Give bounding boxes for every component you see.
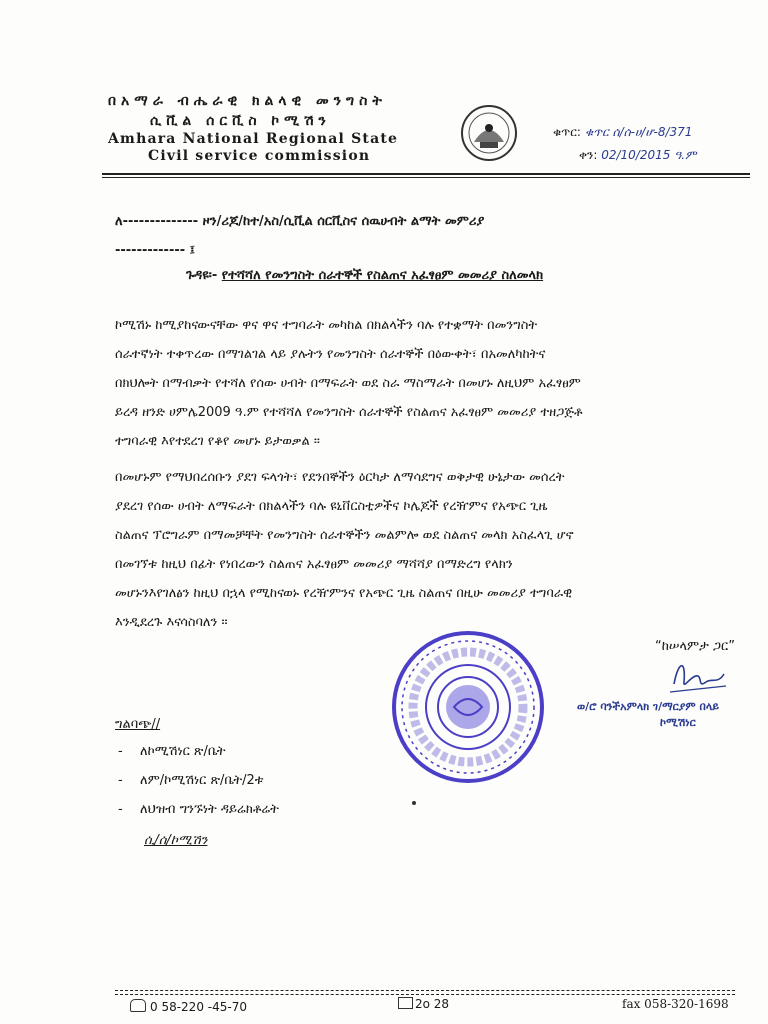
date-value: 02/10/2015 ዓ.ም xyxy=(601,148,697,162)
signer-name: ወ/ሮ ባንችአምላክ ገ/ማርያም በላይ xyxy=(577,700,719,713)
paragraph-1-line: ኮሚሽኑ ከሚያከናውናቸው ዋና ዋና ተግባራት መካከል በክልላችን ባሉ የተቋማት በመንግስት xyxy=(115,318,538,333)
handwritten-signature xyxy=(668,654,728,698)
paragraph-1-line: ይረዳ ዘንድ ሀምሌ2009 ዓ.ም የተሻሻለ የመንግስት ሰራተኞች የስልጠና አፈፃፀም መመሪያ ተዘጋጅቶ xyxy=(115,405,583,420)
paragraph-2-line: መሆኑንእየገለፅን ከዚህ በኋላ የሚከናወኑ የረዥምንና የአጭር ጊዜ ስልጠና በዚሁ መመሪያ ተግባራዊ xyxy=(115,586,573,601)
subject-text: የተሻሻለ የመንግስት ሰራተኞች የስልጠና አፈፃፀም መመሪያ ስለመላክ xyxy=(221,268,544,283)
date-label: ቀን: xyxy=(579,148,598,162)
paragraph-1-line: ሰራተኛነት ተቀጥረው በማገልገል ላይ ያሉትን የመንግስት ሰራተኞች በዕውቀት፣ በአመለካከትና xyxy=(115,347,546,362)
paragraph-2-line: በመገኘቱ ከዚህ በፊት የነበረውን ስልጠና አፈፃፀም መመሪያ ማሻሻያ በማድረግ የላክን xyxy=(115,557,513,572)
subject-label: ጉዳዩ፡- xyxy=(186,268,218,283)
closing-greeting: “ከሠላምታ ጋር” xyxy=(655,639,735,654)
letterhead-english-line1: Amhara National Regional State xyxy=(108,131,399,147)
paragraph-2-line: ስልጠና ፕሮግራም በማመቻቸት የመንግስት ሰራተኞችን መልምሎ ወደ ስልጠና መላክ አስፈላጊ ሆኖ xyxy=(115,528,574,543)
paragraph-2 xyxy=(115,463,735,637)
reference-label: ቁጥር: xyxy=(553,125,581,139)
reference-number xyxy=(553,125,692,140)
footer-divider xyxy=(115,990,735,995)
paragraph-2-line: ያደረገ የሰው ሀብት ለማፍራት በክልላችን ባሉ ዩኒቨርስቲዎችና ኮሌጆች የረዥምና የአጭር ጊዜ xyxy=(115,499,548,514)
cc-item: - ለህዝብ ግንኙነት ዳይሬክቶሬት xyxy=(118,802,279,817)
cc-sub-office: ሲ/ሰ/ኮሚሽን xyxy=(144,833,208,848)
paragraph-1 xyxy=(115,311,735,456)
paragraph-1-line: ተግባራዊ እየተደረገ የቆየ መሆኑ ይታወቃል ፡፡ xyxy=(115,434,320,449)
subject-line xyxy=(186,268,543,283)
paragraph-1-line: በክህሎት በማብቃት የተሻለ የሰው ሀብት በማፍራት ወደ ስራ ማስማራት በመሆኑ ለዚህም አፈፃፀም xyxy=(115,376,581,391)
official-stamp-seal xyxy=(388,627,548,787)
cc-item: - ለኮሚሽነር ጽ/ቤት xyxy=(118,744,226,759)
regional-emblem-icon xyxy=(460,104,518,162)
signer-title: ኮሚሽነር xyxy=(660,716,696,729)
letter-date xyxy=(579,148,696,163)
footer-pobox-number: 2o 28 xyxy=(415,997,450,1011)
cc-list xyxy=(118,744,279,831)
recipient-line2: ------------- ፤ xyxy=(115,243,195,258)
letterhead-english-line2: Civil service commission xyxy=(148,148,371,164)
paragraph-2-line: እንዲደረጉ እናሳስባለን ፡፡ xyxy=(115,615,228,630)
footer-pobox xyxy=(398,997,449,1011)
cc-item: - ለም/ኮሚሽነር ጽ/ቤት/2ቱ xyxy=(118,773,264,788)
cc-title: ግልባጭ// xyxy=(115,717,161,732)
ink-dot xyxy=(412,801,416,805)
phone-icon xyxy=(130,999,146,1012)
reference-value: ቁጥር ሰ/ሰ-ሀ/ሆ-8/371 xyxy=(584,125,693,139)
letterhead-amharic-line2: ሲቪል ሰርቪስ ኮሚሽን xyxy=(150,113,331,129)
footer-phone xyxy=(130,999,247,1014)
po-box-icon xyxy=(398,997,413,1009)
recipient-line1: ለ-------------- ዞን/ሪጆ/ከተ/አስ/ሲቪል ሰርቪስና ሰዉሀብት ልማት መምሪያ xyxy=(115,214,485,229)
letterhead-amharic-line1: በአማራ ብሔራዊ ክልላዊ መንግስት xyxy=(108,93,387,109)
footer-phone-number: 0 58-220 -45-70 xyxy=(150,1000,247,1014)
letterhead-divider xyxy=(102,173,750,178)
paragraph-2-line: በመሆኑም የማህበረሰቡን ያደገ ፍላጎት፣ የደንበኞችን ዕርካታ ለማሳደግና ወቅታዊ ሁኔታው መሰረት xyxy=(115,470,565,485)
footer-fax: fax 058-320-1698 xyxy=(622,997,729,1011)
